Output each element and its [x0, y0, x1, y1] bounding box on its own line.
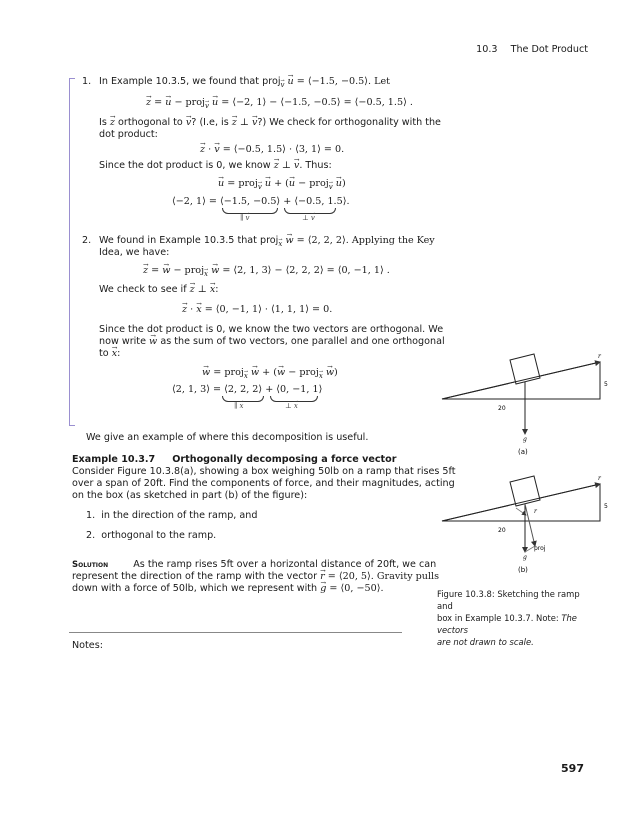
q-b: orthogonal to — [118, 117, 183, 128]
item2-eq3: → w = proj→ $_x$ → w + (→ w − proj→ $_x$ → w) — [202, 367, 338, 380]
running-header — [476, 44, 588, 55]
item2-eq1-rhs: = ⟨2, 1, 3⟩ − ⟨2, 2, 2⟩ = ⟨0, −1, 1⟩ . — [222, 265, 390, 276]
list-item-1: 1. in the direction of the ramp, and — [86, 510, 258, 521]
list-item-2: 2. orthogonal to the ramp. — [86, 530, 217, 541]
sol-3a: down with a force of 50lb, which we represent with — [72, 583, 318, 594]
proj-text: proj — [238, 178, 258, 189]
sol-3b: = ⟨0, −50⟩. — [329, 583, 384, 594]
vec-g-label-a: g — [523, 436, 527, 443]
sol-2a: represent the direction of the ramp with the vector — [72, 571, 318, 582]
q-a: Is — [99, 117, 107, 128]
q-d: ?) We check for orthogonality with the — [257, 117, 441, 128]
run-label-a: 20 — [498, 405, 506, 412]
section-title: The Dot Product — [510, 44, 588, 55]
item1-question: Is → z orthogonal to → v? (I.e, is → z ⊥ → v?) We check for orthogonality with the — [99, 117, 441, 128]
item1-eq1-rhs: = ⟨−2, 1⟩ − ⟨−1.5, −0.5⟩ = ⟨−0.5, 1.5⟩ . — [221, 97, 413, 108]
item1-eq4-part1: ⟨−1.5, −0.5⟩ — [219, 196, 281, 207]
figure-b — [430, 470, 610, 582]
vec-r-label-b2: r — [534, 508, 537, 515]
q-c: ? (I.e, is — [191, 117, 229, 128]
transition-text: We give an example of where this decomposition is useful. — [86, 432, 369, 443]
figure-a — [430, 348, 610, 460]
notes-label: Notes: — [72, 640, 103, 651]
margin-rule — [69, 78, 70, 426]
item2-eq4-part2: ⟨0, −1, 1⟩ — [276, 384, 323, 395]
sol-1: As the ramp rises 5ft over a horizontal distance of 20ft, we can — [133, 559, 437, 570]
item2-check-a: We check to see if — [99, 284, 187, 295]
solution-line-3: down with a force of 50lb, which we represent with → g = ⟨0, −50⟩. — [72, 583, 384, 594]
item1-eq2: → z · → v = ⟨−0.5, 1.5⟩ · ⟨3, 1⟩ = 0. — [200, 144, 344, 155]
item2-eq2-rhs: = ⟨0, −1, 1⟩ · ⟨1, 1, 1⟩ = 0. — [204, 304, 333, 315]
solution-line-2: represent the direction of the ramp with the vector → r = ⟨20, 5⟩. Gravity pulls — [72, 571, 439, 582]
figure-caption — [437, 588, 597, 648]
label-parallel-1: ∥ → v — [240, 214, 249, 222]
item1-question-2: dot product: — [99, 129, 158, 140]
item2-intro: We found in Example 10.3.5 that proj→ $_x$ → w = ⟨2, 2, 2⟩. Applying the Key — [99, 235, 435, 248]
run-label-b: 20 — [498, 527, 506, 534]
item2-since-2: now write → w as the sum of two vectors, one parallel and one orthogonal — [99, 336, 445, 347]
list-item-2-text: orthogonal to the ramp. — [101, 530, 217, 541]
rise-label-a: 5 — [604, 381, 608, 388]
item1-intro: In Example 10.3.5, we found that proj→ $_v$ → u = ⟨−1.5, −0.5⟩. Let — [99, 76, 390, 89]
item1-since-b: . Thus: — [299, 160, 332, 171]
example-body-2: over a span of 20ft. Find the components of force, and their magnitudes, acting — [72, 478, 455, 489]
label-parallel-2: ∥ → x — [234, 402, 243, 410]
vec-r-label-b: r — [598, 475, 601, 482]
item1-since-a: Since the dot product is 0, we know — [99, 160, 271, 171]
item2-intro-b: = ⟨2, 2, 2⟩. Applying the Key — [296, 235, 435, 246]
caption-3: are not drawn to scale. — [437, 637, 534, 647]
vec-g-label-b: g — [523, 554, 527, 561]
item2-since-1: Since the dot product is 0, we know the two vectors are orthogonal. We — [99, 324, 444, 335]
item2-eq4: ⟨2, 1, 3⟩ = ⟨2, 2, 2⟩ + ⟨0, −1, 1⟩ — [172, 384, 323, 395]
panel-b-label: (b) — [518, 566, 528, 574]
panel-a-label: (a) — [518, 448, 528, 456]
example-heading — [72, 454, 396, 465]
item2-intro-c: Idea, we have: — [99, 247, 170, 258]
item2-number: 2. — [82, 235, 92, 246]
item1-eq1: → z = → u − proj→ $_v$ → u = ⟨−2, 1⟩ − ⟨−1.5, −0.5⟩ = ⟨−0.5, 1.5⟩ . — [146, 97, 413, 110]
label-perp-1: ⊥ → v — [302, 214, 315, 222]
example-title: Orthogonally decomposing a force vector — [172, 454, 397, 465]
solution-line-1 — [72, 559, 436, 570]
item2-since-3: to → x: — [99, 348, 120, 359]
since2b: as the sum of two vectors, one parallel and one orthogonal — [160, 336, 445, 347]
since2a: now write — [99, 336, 146, 347]
label-perp-2: ⊥ → x — [285, 402, 298, 410]
item1-eq3: → u = proj→ $_v$ → u + (→ u − proj→ $_v$ → u) — [218, 178, 346, 191]
notes-divider — [69, 632, 402, 633]
caption-2: box in Example 10.3.7. Note: — [437, 613, 559, 623]
vec-u: → u — [288, 76, 294, 87]
item2-eq4-part1: ⟨2, 2, 2⟩ — [224, 384, 263, 395]
item1-intro-a: In Example 10.3.5, we found that proj — [99, 76, 281, 87]
caption-em: The vectors — [437, 613, 577, 635]
since3: to — [99, 348, 109, 359]
item1-number: 1. — [82, 76, 92, 87]
item2-eq4-lhs: ⟨2, 1, 3⟩ = — [172, 384, 222, 395]
example-body-3: on the box (as sketched in part (b) of the figure): — [72, 490, 308, 501]
item1-since: Since the dot product is 0, we know → z ⊥ → v. Thus: — [99, 160, 332, 171]
brace-parallel-1 — [222, 208, 278, 214]
item2-eq2: → z · → x = ⟨0, −1, 1⟩ · ⟨1, 1, 1⟩ = 0. — [182, 304, 332, 315]
list-item-1-text: in the direction of the ramp, and — [101, 510, 258, 521]
proj-label-b: proj — [534, 545, 546, 552]
vec-r-label-a: r — [598, 353, 601, 360]
item1-eq4: ⟨−2, 1⟩ = ⟨−1.5, −0.5⟩ + ⟨−0.5, 1.5⟩. — [172, 196, 350, 207]
example-body-1: Consider Figure 10.3.8(a), showing a box weighing 50lb on a ramp that rises 5ft — [72, 466, 456, 477]
item1-intro-b: = ⟨−1.5, −0.5⟩. Let — [293, 76, 391, 87]
sol-2b: = ⟨20, 5⟩. Gravity pulls — [327, 571, 440, 582]
item1-eq4-lhs: ⟨−2, 1⟩ = — [172, 196, 217, 207]
item1-eq2-rhs: = ⟨−0.5, 1.5⟩ · ⟨3, 1⟩ = 0. — [222, 144, 345, 155]
item2-check: We check to see if → z ⊥ → x: — [99, 284, 219, 295]
section-number: 10.3 — [476, 44, 498, 55]
margin-rule-bottom — [69, 425, 75, 426]
item2-intro-a: We found in Example 10.3.5 that proj — [99, 235, 279, 246]
page-number: 597 — [561, 762, 584, 775]
item1-eq4-part2: ⟨−0.5, 1.5⟩ — [294, 196, 347, 207]
rise-label-b: 5 — [604, 503, 608, 510]
example-label: Example 10.3.7 — [72, 454, 156, 465]
solution-label: Solution — [72, 560, 109, 570]
caption-1: Figure 10.3.8: Sketching the ramp and — [437, 589, 580, 611]
item2-eq1: → z = → w − proj→ $_x$ → w = ⟨2, 1, 3⟩ − ⟨2, 2, 2⟩ = ⟨0, −1, 1⟩ . — [143, 265, 390, 278]
